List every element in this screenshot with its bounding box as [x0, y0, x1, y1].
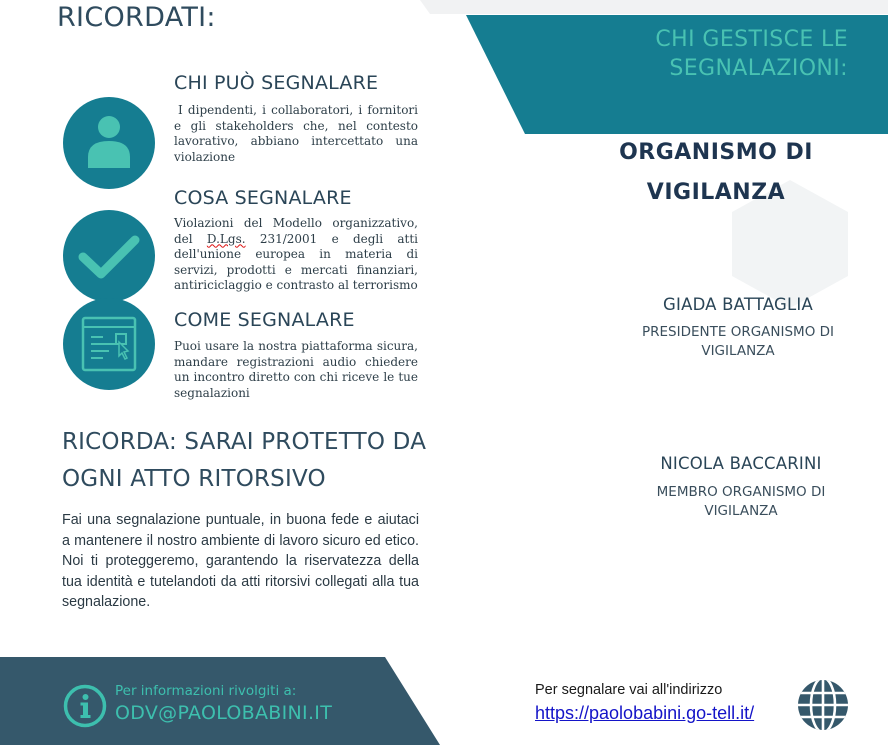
- report-link[interactable]: https://paolobabini.go-tell.it/: [535, 703, 755, 723]
- remind-body: Fai una segnalazione puntuale, in buona fede e aiutaci a mantenere il nostro ambiente di lavoro sicuro ed etico. Noi ti proteggeremo, garantendo la riservatezza della tua identità e tutelandoti da atti ritorsivi collegati alla tua segnalazione.: [62, 512, 419, 610]
- section-text-who: I dipendenti, i collaboratori, i fornitori e gli stakeholders che, nel contesto lavorativo, abbiano intercettato una violazione: [174, 103, 418, 164]
- member-role: PRESIDENTE ORGANISMO DI VIGILANZA: [642, 324, 834, 359]
- how-to-report-icon-circle: [63, 298, 155, 390]
- section-heading-how: COME SEGNALARE: [174, 309, 355, 331]
- report-label: Per segnalare vai all'indirizzo: [535, 682, 723, 698]
- member-role: MEMBRO ORGANISMO DI VIGILANZA: [656, 484, 826, 519]
- section-text-how: Puoi usare la nostra piattaforma sicura, mandare registrazioni audio chiedere un incontro diretto con chi riceve le tue segnalazioni: [174, 339, 418, 400]
- contact-email[interactable]: ODV@PAOLOBABINI.IT: [115, 702, 333, 724]
- section-text-what: [174, 216, 418, 294]
- info-label: Per informazioni rivolgiti a:: [115, 683, 297, 699]
- member-name: GIADA BATTAGLIA: [663, 295, 813, 314]
- globe-icon: [796, 678, 850, 732]
- flagged-word: D.Lgs.: [206, 231, 246, 246]
- checkmark-icon: [63, 210, 155, 302]
- person-icon: [63, 97, 155, 189]
- section-text-what-part1: Violazioni del Modello organizzativo, del: [174, 216, 418, 246]
- section-heading-who: CHI PUÒ SEGNALARE: [174, 72, 379, 94]
- manager-section-title: CHI GESTISCE LE SEGNALAZIONI:: [655, 27, 848, 81]
- section-heading-what: COSA SEGNALARE: [174, 187, 352, 209]
- who-can-report-icon-circle: [63, 97, 155, 189]
- section-text-what-part2: 231/2001 e degli atti dell'unione europea in materia di servizi, prodotti e mercati finanziari, antiriciclaggio e contrasto al terrorismo: [174, 231, 419, 292]
- info-icon: [62, 683, 108, 729]
- member-name: NICOLA BACCARINI: [660, 454, 822, 473]
- organization-name: ORGANISMO DI VIGILANZA: [619, 140, 813, 205]
- web-form-icon: [63, 298, 155, 390]
- what-to-report-icon-circle: [63, 210, 155, 302]
- page-title: RICORDATI:: [57, 2, 216, 33]
- remind-heading: RICORDA: SARAI PROTETTO DA OGNI ATTO RITORSIVO: [62, 429, 427, 492]
